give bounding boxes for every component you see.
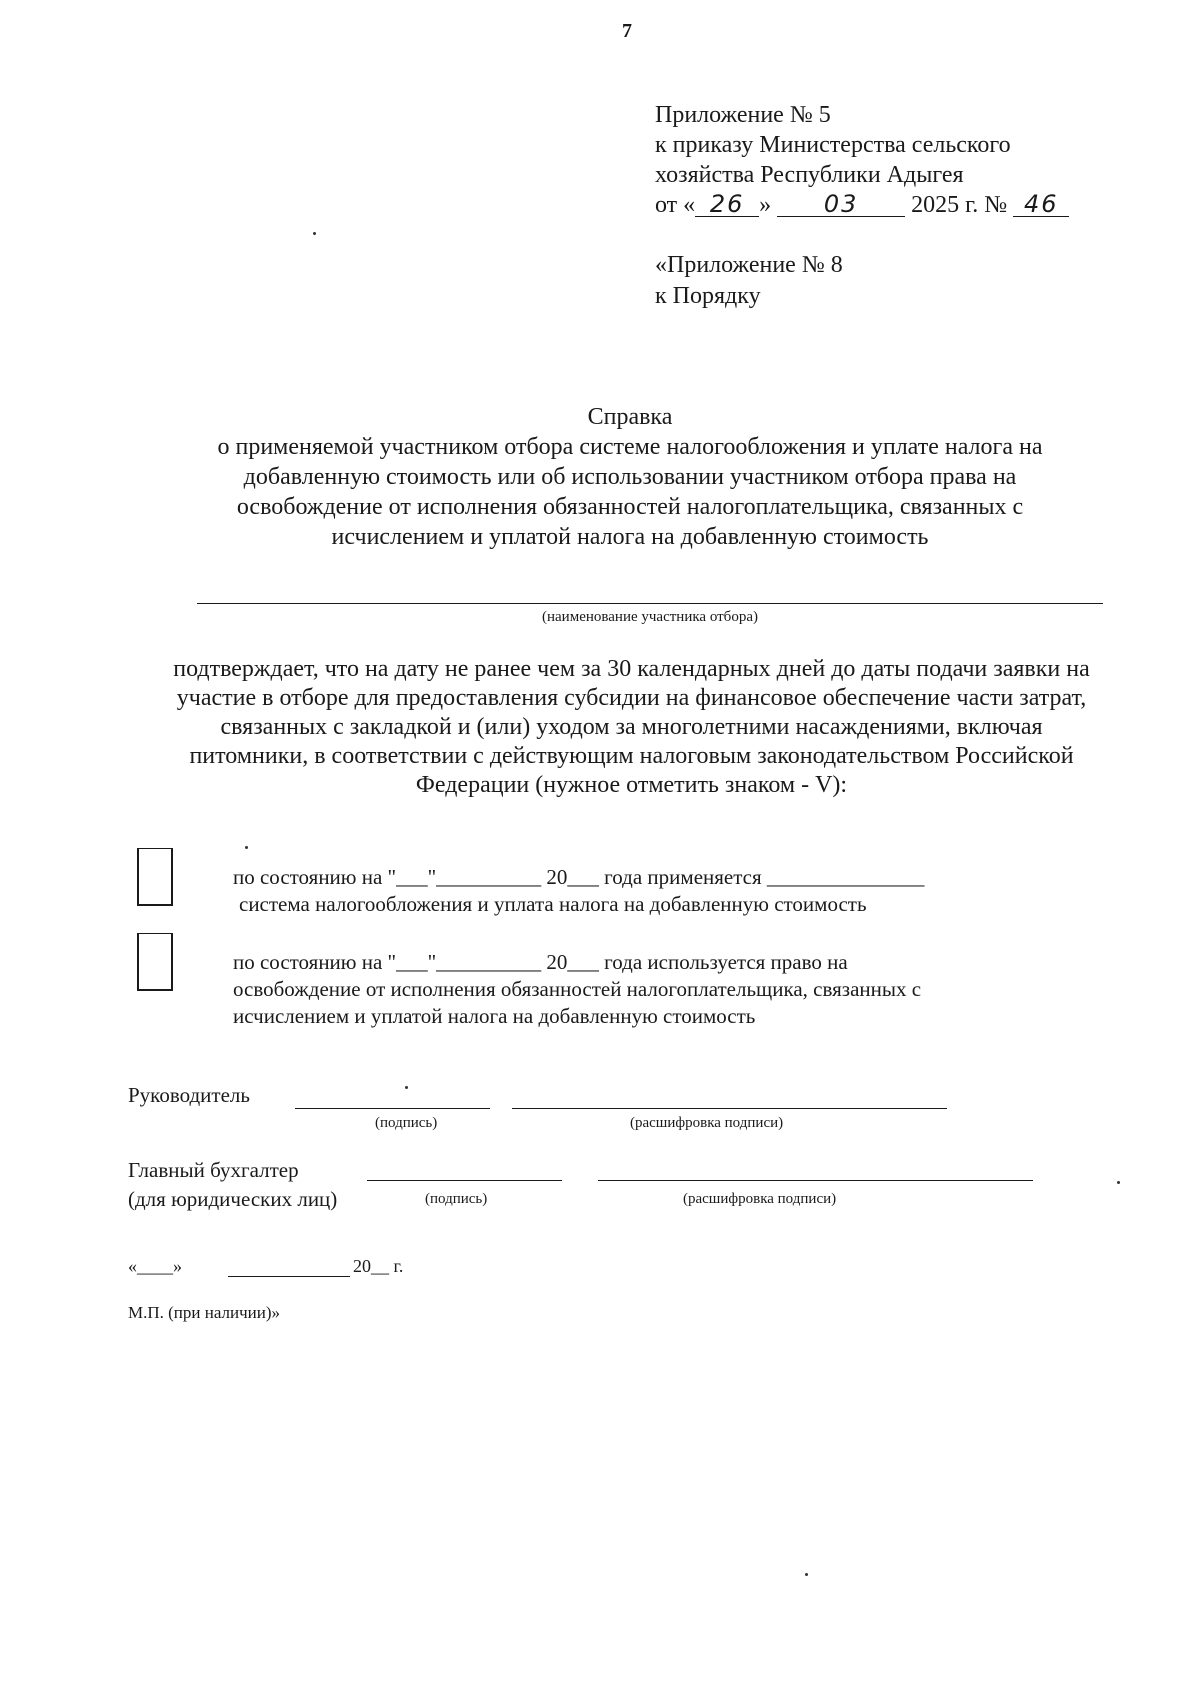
speck <box>313 232 316 235</box>
option2-checkbox[interactable] <box>137 933 173 991</box>
option2-line2: освобождение от исполнения обязанностей налогоплательщика, связанных с <box>233 977 922 1001</box>
stamp-note: М.П. (при наличии)» <box>128 1303 281 1322</box>
date-day: 26 <box>695 192 759 217</box>
head-decode-line[interactable] <box>512 1108 947 1109</box>
body-line4: питомники, в соответствии с действующим налоговым законодательством Российской <box>189 743 1074 769</box>
participant-name-line <box>197 603 1103 604</box>
order-number: 46 <box>1013 192 1069 217</box>
head-label: Руководитель <box>128 1083 250 1107</box>
annex-line1: «Приложение № 8 <box>655 252 843 278</box>
head-signature-line[interactable] <box>295 1108 490 1109</box>
option1-text <box>233 864 924 918</box>
speck <box>245 846 248 849</box>
head-sign-caption: (подпись) <box>375 1115 438 1131</box>
speck <box>805 1573 808 1576</box>
option2-line1: по состоянию на "___"__________ 20___ года используется право на <box>233 950 848 974</box>
page-number: 7 <box>622 20 632 42</box>
date-mid: » <box>759 192 772 218</box>
footer-date-month-line[interactable] <box>228 1276 350 1277</box>
approval-header <box>655 100 1069 220</box>
header-line3: хозяйства Республики Адыгея <box>655 162 964 188</box>
accountant-sign-caption: (подпись) <box>425 1191 488 1207</box>
option1-line2: система налогообложения и уплата налога на добавленную стоимость <box>239 892 867 916</box>
header-line1: Приложение № 5 <box>655 102 831 128</box>
annex-line2: к Порядку <box>655 283 761 309</box>
document-title <box>0 402 1200 552</box>
accountant-decode-line[interactable] <box>598 1180 1033 1181</box>
option2-text <box>233 949 921 1030</box>
accountant-label: Главный бухгалтер <box>128 1158 299 1182</box>
title-line1: о применяемой участником отбора системе налогообложения и уплате налога на <box>217 434 1043 460</box>
confirmation-text <box>0 655 1200 800</box>
participant-caption: (наименование участника отбора) <box>542 609 758 625</box>
body-line5: Федерации (нужное отметить знаком - V): <box>415 772 848 798</box>
option1-line1: по состоянию на "___"__________ 20___ года применяется _______________ <box>233 865 925 889</box>
body-line3: связанных с закладкой и (или) уходом за многолетними насаждениями, включая <box>220 714 1043 740</box>
head-decode-caption: (расшифровка подписи) <box>630 1115 784 1131</box>
title-line2: добавленную стоимость или об использовании участником отбора права на <box>243 464 1017 490</box>
footer-date-open: «____» <box>128 1256 182 1276</box>
annex-reference <box>655 250 843 312</box>
accountant-sub: (для юридических лиц) <box>128 1187 338 1211</box>
option2-line3: исчислением и уплатой налога на добавленную стоимость <box>233 1004 756 1028</box>
date-year: 2025 г. № <box>911 192 1008 218</box>
header-line2: к приказу Министерства сельского <box>655 132 1011 158</box>
title-line3: освобождение от исполнения обязанностей налогоплательщика, связанных с <box>236 494 1024 520</box>
header-date-line <box>655 190 1069 220</box>
speck <box>1117 1181 1120 1184</box>
title-line4: исчислением и уплатой налога на добавленную стоимость <box>331 524 929 550</box>
option1-checkbox[interactable] <box>137 848 173 906</box>
body-line2: участие в отборе для предоставления субсидии на финансовое обеспечение части затрат, <box>176 685 1087 711</box>
date-prefix: от « <box>655 192 696 218</box>
speck <box>405 1086 408 1089</box>
date-month: 03 <box>777 192 905 217</box>
title-heading: Справка <box>587 404 673 430</box>
accountant-signature-line[interactable] <box>367 1180 562 1181</box>
body-line1: подтверждает, что на дату не ранее чем за 30 календарных дней до даты подачи заявки на <box>173 656 1090 682</box>
accountant-decode-caption: (расшифровка подписи) <box>683 1191 837 1207</box>
footer-date-year: 20__ г. <box>353 1256 404 1276</box>
